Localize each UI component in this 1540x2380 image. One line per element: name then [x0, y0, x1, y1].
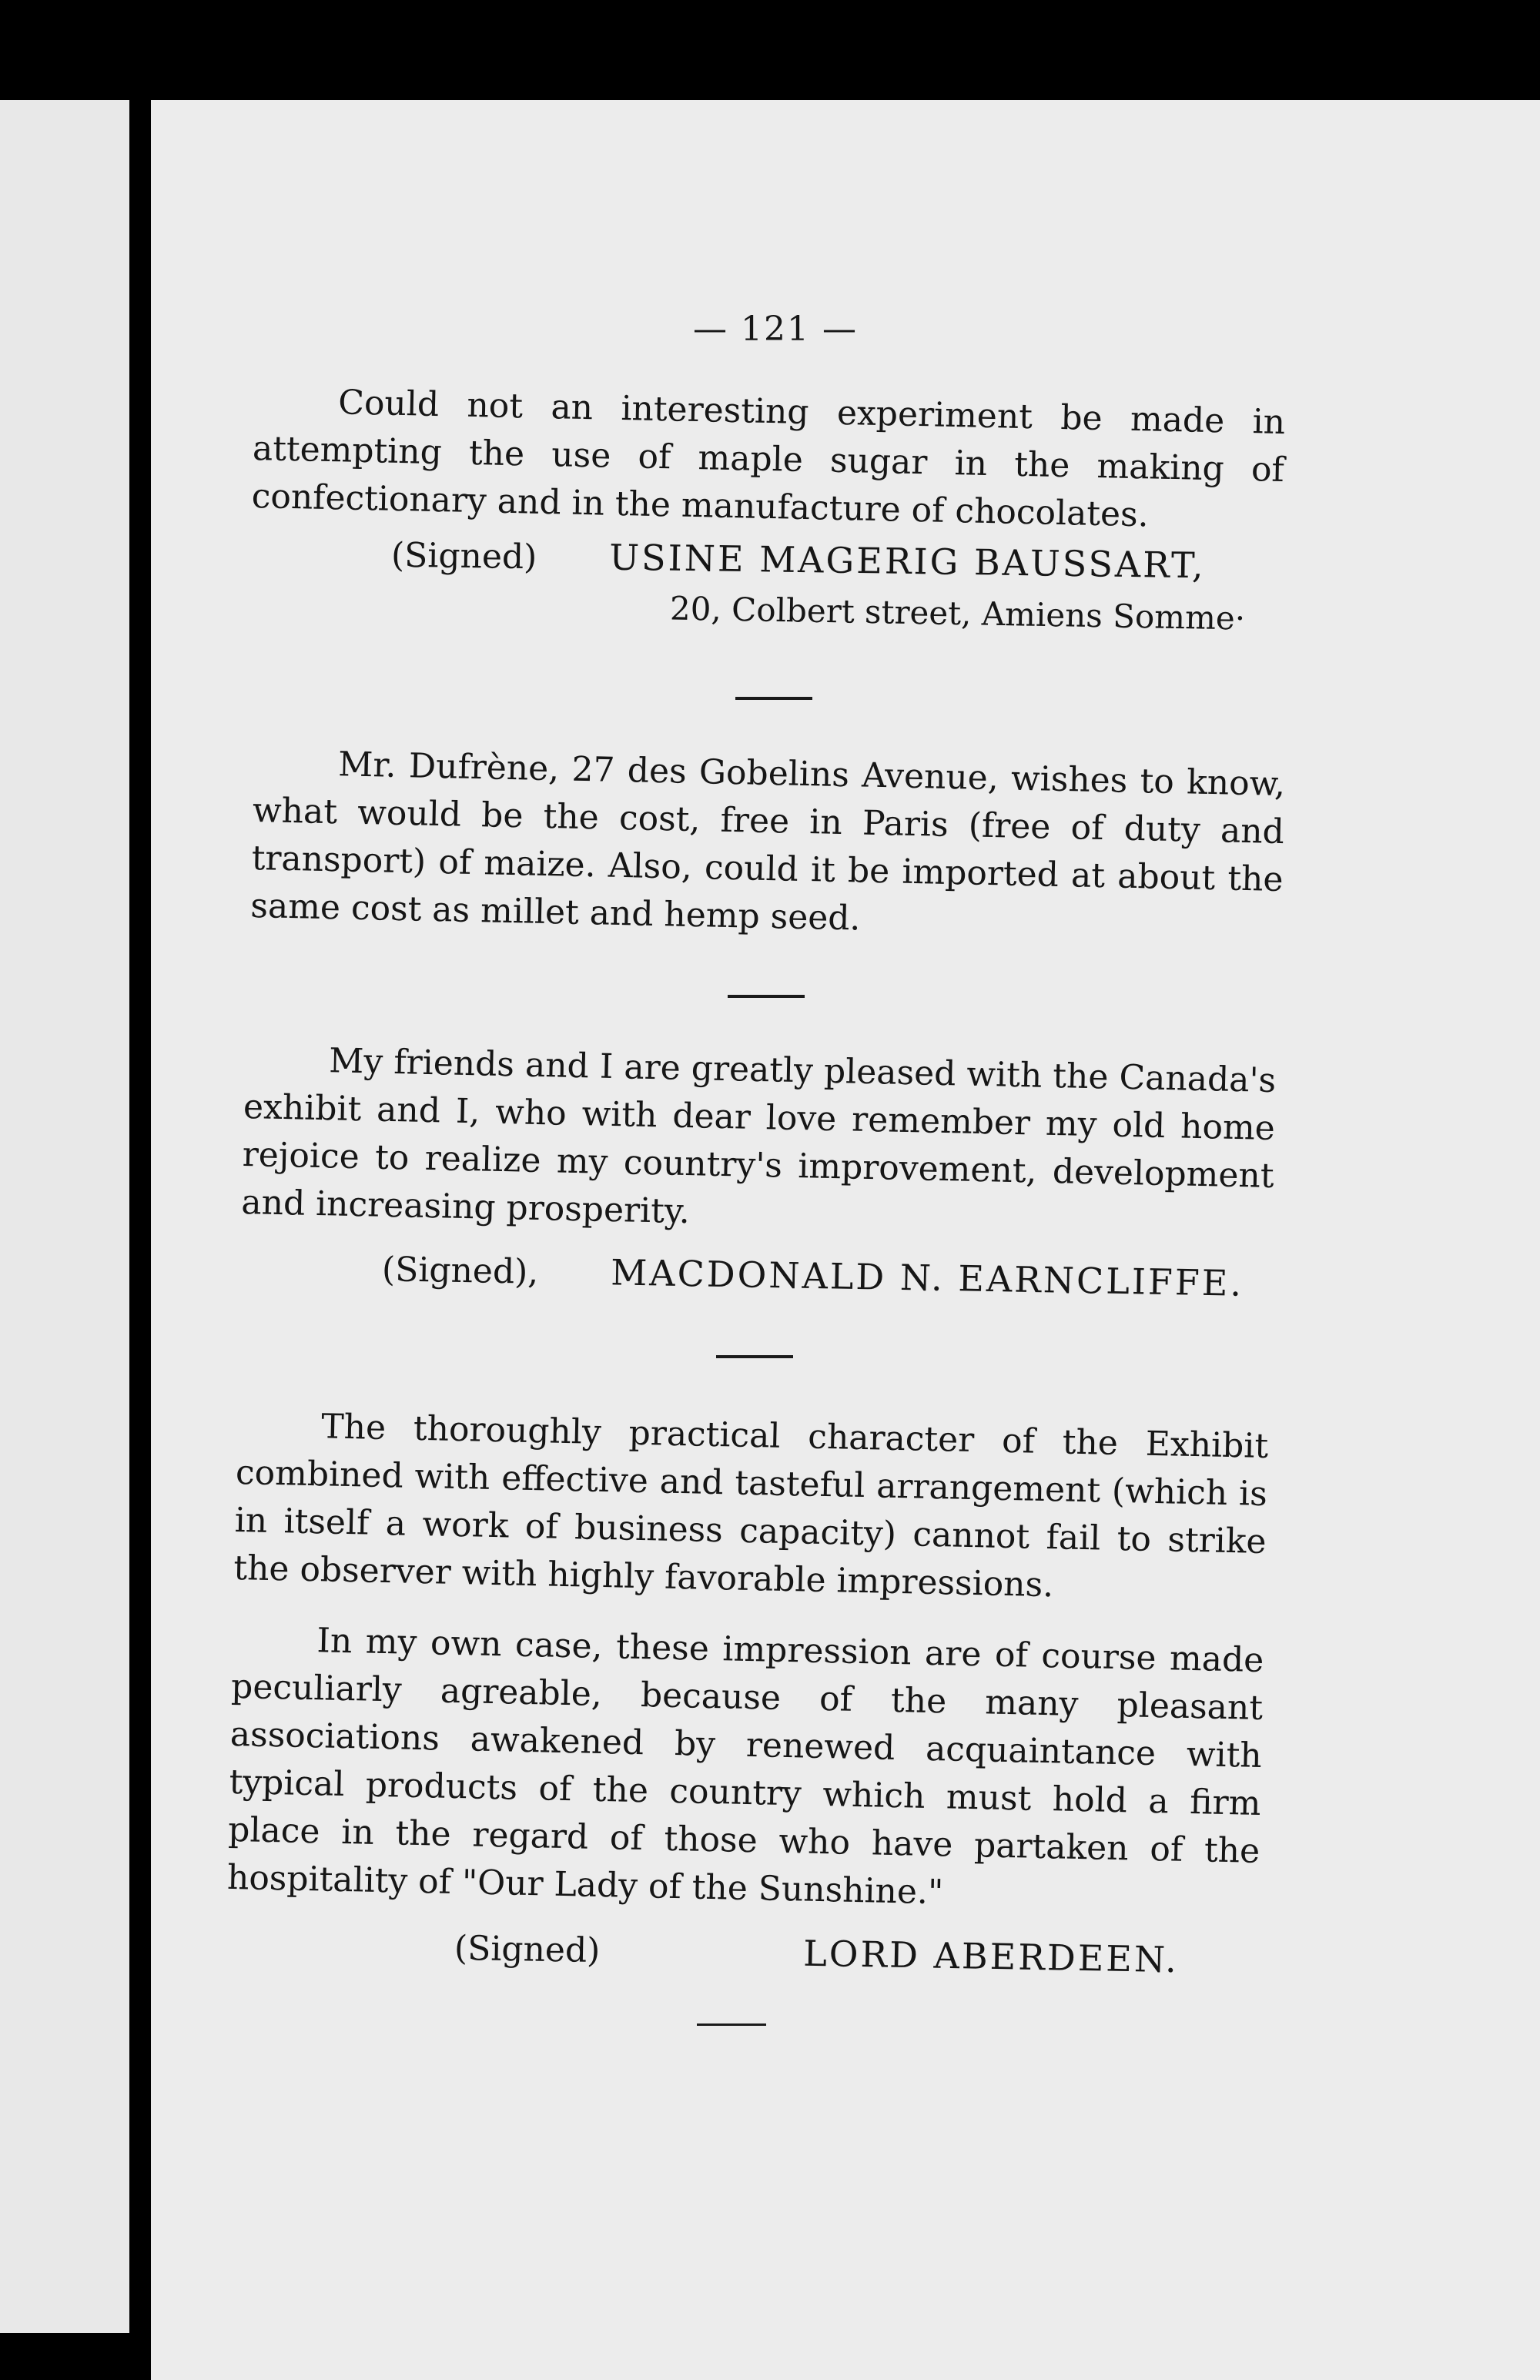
facing-page-edge: [0, 100, 129, 2333]
page-number: — 121 —: [693, 310, 858, 349]
letter-aberdeen-text: [226, 1401, 1268, 1923]
signatory-name: MACDONALD N. EARNCLIFFE.: [610, 1251, 1244, 1304]
letter-usine-text: [251, 377, 1286, 542]
paragraph: Mr. Dufrène, 27 des Gobelins Avenue, wishes to know, what would be the cost, free in Paris (free of duty and transport) of maize. Also, could it be imported at about the same cost as millet and hemp seed.: [249, 745, 1286, 939]
signed-label: (Signed): [454, 1928, 601, 1971]
section-divider: [735, 697, 812, 700]
paragraph: Could not an interesting experiment be made in attempting the use of maple sugar in the making of confectionary and in the manufacture of chocolates.: [251, 383, 1286, 535]
signatory-name: USINE MAGERIG BAUSSART,: [608, 536, 1206, 587]
paragraph: In my own case, these impression are of course made peculiarly agreable, because of the many pleasant associations awakened by renewed acquaintance with typical products of the country which must hold a firm place in the regard of those who have partaken of the hospitality of "Our Lady of the Sunshine.": [226, 1621, 1264, 1913]
paragraph: The thoroughly practical character of the Exhibit combined with effective and tasteful arrangement (which is in itself a work of business capacity) cannot fail to strike the observer with highly favorable impressions.: [233, 1407, 1269, 1605]
signatory-name: LORD ABERDEEN.: [802, 1932, 1180, 1981]
section-divider: [728, 995, 805, 998]
section-divider: [697, 2024, 766, 2026]
signed-label: (Signed),: [381, 1250, 539, 1292]
letter-earncliffe-text: [241, 1036, 1277, 1248]
signatory-address: 20, Colbert street, Amiens Somme·: [669, 589, 1246, 638]
signed-label: (Signed): [390, 535, 537, 577]
letter-dufrene-text: [250, 739, 1286, 952]
paragraph: My friends and I are greatly pleased with the Canada's exhibit and I, who with dear love remember my old home rejoice to realize my country's improvement, development and increasing prosperity.: [240, 1041, 1277, 1232]
section-divider: [716, 1355, 793, 1358]
